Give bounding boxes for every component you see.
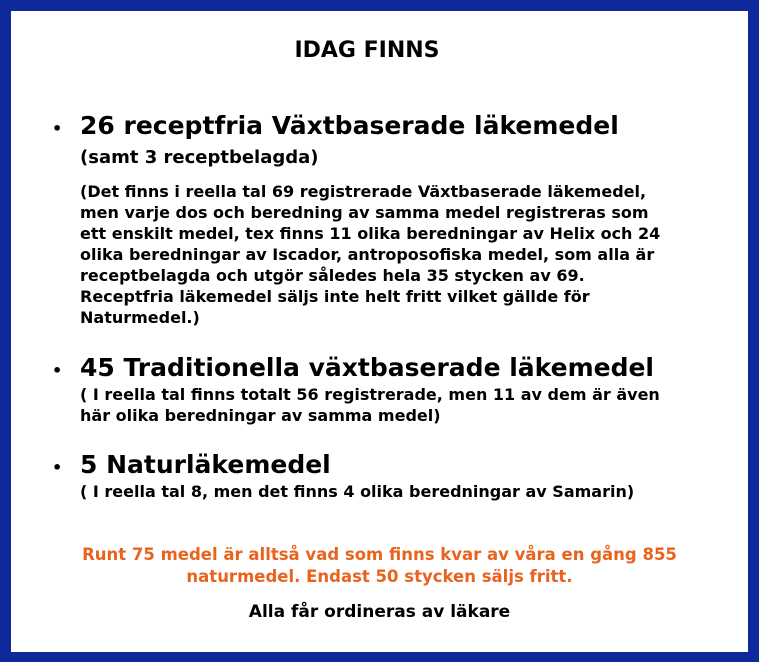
item-heading: 5 Naturläkemedel xyxy=(80,450,331,479)
item-detail-line: ( I reella tal 8, men det finns 4 olika beredningar av Samarin) xyxy=(80,482,635,501)
item-heading: 26 receptfria Växtbaserade läkemedel xyxy=(80,111,619,140)
item-detail-line: ( I reella tal finns totalt 56 registrerade, men 11 av dem är även xyxy=(80,385,660,404)
item-detail-line: receptbelagda och utgör således hela 35 stycken av 69. xyxy=(80,266,585,285)
item-detail-line: Naturmedel.) xyxy=(80,308,200,327)
slide-title: IDAG FINNS xyxy=(294,38,440,63)
item-detail-line: ett enskilt medel, tex finns 11 olika beredningar av Helix och 24 xyxy=(80,224,661,243)
item-detail-line: (Det finns i reella tal 69 registrerade Växtbaserade läkemedel, xyxy=(80,182,647,201)
footer-text: Alla får ordineras av läkare xyxy=(248,602,511,622)
bullet-icon: • xyxy=(52,458,63,477)
item-detail-line: Receptfria läkemedel säljs inte helt fritt vilket gällde för xyxy=(80,287,590,306)
item-detail-line: här olika beredningar av samma medel) xyxy=(80,406,441,425)
summary-note-line: naturmedel. Endast 50 stycken säljs fritt. xyxy=(186,567,573,586)
summary-note-line: Runt 75 medel är alltså vad som finns kvar av våra en gång 855 xyxy=(82,545,677,564)
item-subheading: (samt 3 receptbelagda) xyxy=(80,147,319,168)
item-detail-line: men varje dos och beredning av samma medel registreras som xyxy=(80,203,649,222)
bullet-icon: • xyxy=(52,361,63,380)
item-heading: 45 Traditionella växtbaserade läkemedel xyxy=(80,353,654,382)
bullet-icon: • xyxy=(52,119,63,138)
item-detail-line: olika beredningar av Iscador, antroposofiska medel, som alla är xyxy=(80,245,655,264)
